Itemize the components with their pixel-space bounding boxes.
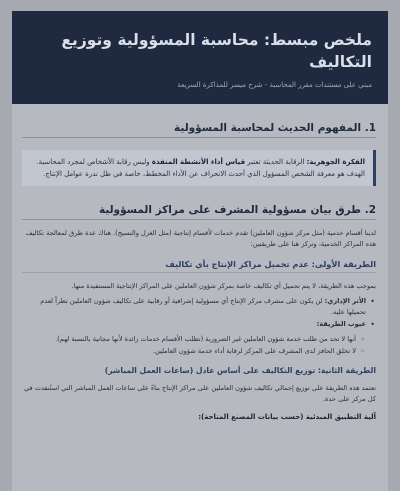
method1-points [22, 296, 376, 330]
header-banner [12, 11, 388, 104]
application-label: آلية التطبيق المبدئية (حسب بيانات المصنع المتاحة): [198, 413, 376, 421]
callout-text-pre: الرقابة الحديثة تعتبر [245, 158, 307, 166]
method1-heading: الطريقة الأولى: عدم تحميل مراكز الإنتاج بأي تكاليف [22, 259, 376, 273]
method2-description: تعتمد هذه الطريقة على توزيع إجمالي تكاليف شؤون العاملين على مراكز الإنتاج بناءً على ساعات العمل المباشر التي استُنفدت في كل مركز على حدة. [24, 384, 376, 403]
list-item-admin-effect [22, 296, 376, 318]
section-heading-concept: 1. المفهوم الحديث لمحاسبة المسؤولية [22, 122, 376, 138]
admin-effect-label: الأثر الإداري: [324, 297, 366, 305]
callout-text-post: وليس رقابة الأشخاص لمجرد المحاسبة. الهدف هو معرفة الشخص المسؤول الذي أحدث الانحراف عن الأداء المخطط، خاصة في ظل ندرة عوامل الإنتاج. [36, 158, 365, 178]
key-idea-callout [22, 150, 376, 186]
main-content [12, 122, 388, 421]
callout-label: الفكرة الجوهرية: [306, 158, 365, 166]
faults-list [22, 334, 376, 357]
page-title: ملخص مبسط: محاسبة المسؤولية وتوزيع التكاليف [61, 31, 372, 71]
methods-intro: لدينا أقسام خدمية (مثل مركز شؤون العاملين) تقدم خدمات لأقسام إنتاجية (مثل الغزل والنسيج). هناك عدة طرق لمعالجة تكاليف هذه المراكز الخدمية، وتركز هنا على طريقتين: [25, 229, 376, 248]
fault-item: ◦ لا تخلق الحافز لدى المشرف على المركز لرقابة أداء خدمة شؤون العاملين. [22, 346, 366, 357]
faults-label: عيوب الطريقة: [316, 320, 366, 328]
method2-heading: الطريقة الثانية: توزيع التكاليف على أساس عادل (ساعات العمل المباشر) [104, 366, 376, 375]
list-item-faults [22, 319, 376, 330]
admin-effect-text: لن يكون على مشرف مركز الإنتاج أي مسؤولية إشرافية أو رقابية على تكاليف شؤون العاملين نظراً لعدم تحميلها عليه. [40, 297, 366, 316]
section-heading-methods: 2. طرق بيان مسؤولية المشرف على مراكز المسؤولية [22, 204, 376, 220]
document-page [12, 11, 388, 491]
fault-item: ◦ أنها لا تحد من طلب خدمة شؤون العاملين غير الضرورية (تطلب الأقسام خدمات زائدة لأنها مجانية بالنسبة لهم). [22, 334, 366, 345]
callout-emphasis: قياس أداء الأنشطة المنفذة [151, 158, 246, 166]
method1-description: بموجب هذه الطريقة، لا يتم تحميل أي تكاليف خاصة بمركز شؤون العاملين على المراكز الإنتاجية المستفيدة منها. [71, 282, 376, 290]
page-subtitle: مبني على مستندات مقرر المحاسبة - شرح ميسر للمذاكرة السريعة [177, 81, 372, 89]
